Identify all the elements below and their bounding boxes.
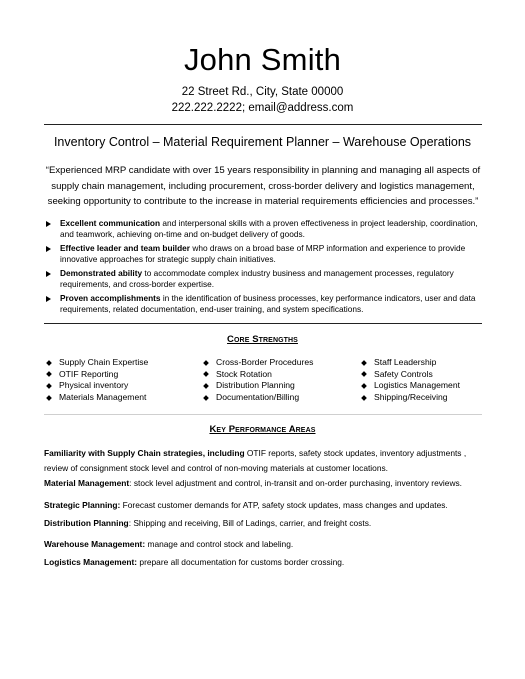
highlight-text: in the identification of business processes, key performance indicators, user and data requirements, related documentation, end-user training, and system specifications. bbox=[60, 293, 476, 315]
diamond-bullet-icon bbox=[203, 371, 209, 377]
highlight-bold: Excellent communication bbox=[60, 218, 161, 228]
highlight-item bbox=[46, 268, 486, 290]
strength-item bbox=[204, 357, 313, 369]
phone-email-line: 222.222.2222; email@address.com bbox=[171, 102, 354, 114]
diamond-bullet-icon bbox=[361, 395, 367, 401]
triangle-bullet-icon bbox=[46, 271, 51, 277]
strength-label: Staff Leadership bbox=[374, 357, 437, 367]
strength-label: Physical inventory bbox=[59, 380, 129, 391]
highlight-bold: Effective leader and team builder bbox=[60, 243, 191, 253]
diamond-bullet-icon bbox=[46, 395, 52, 401]
highlights-list bbox=[46, 218, 486, 318]
strengths-column-1 bbox=[47, 357, 148, 404]
kpa-text: prepare all documentation for customs border crossing. bbox=[137, 557, 345, 567]
strength-item bbox=[47, 392, 148, 404]
strength-label: Logistics Management bbox=[374, 380, 460, 391]
kpa-title: Key Performance Areas bbox=[209, 424, 316, 435]
triangle-bullet-icon bbox=[46, 221, 51, 227]
strength-label: Documentation/Billing bbox=[216, 392, 300, 403]
kpa-item bbox=[44, 476, 484, 491]
strength-label: OTIF Reporting bbox=[59, 368, 119, 379]
strength-item bbox=[47, 369, 148, 381]
diamond-bullet-icon bbox=[203, 395, 209, 401]
kpa-text: : stock level adjustment and control, in-transit and on-order purchasing, inventory reviews. bbox=[129, 478, 463, 488]
triangle-bullet-icon bbox=[46, 296, 51, 302]
strength-label: Stock Rotation bbox=[216, 368, 272, 379]
triangle-bullet-icon bbox=[46, 246, 51, 252]
kpa-item bbox=[44, 446, 484, 475]
kpa-item bbox=[44, 516, 484, 531]
diamond-bullet-icon bbox=[361, 371, 367, 377]
candidate-name: John Smith bbox=[183, 42, 342, 77]
strengths-column-2 bbox=[204, 357, 313, 404]
strength-item bbox=[362, 369, 460, 381]
highlight-item bbox=[46, 243, 486, 265]
strength-label: Shipping/Receiving bbox=[374, 392, 448, 403]
kpa-item bbox=[44, 537, 484, 552]
strength-label: Safety Controls bbox=[374, 368, 433, 379]
diamond-bullet-icon bbox=[361, 383, 367, 389]
strengths-column-3 bbox=[362, 357, 460, 404]
strength-item bbox=[362, 392, 460, 404]
kpa-label: Distribution Planning bbox=[44, 518, 129, 528]
strength-item bbox=[362, 357, 460, 369]
kpa-text: Forecast customer demands for ATP, safety stock updates, mass changes and updates. bbox=[120, 500, 448, 510]
summary-quote: “Experienced MRP candidate with over 15 years responsibility in planning and managing all aspects of supply chain management, including procurement, cross-border delivery and logistics management, seeking opportunity to contribute to the increase in material requirements efficiencies and processes.” bbox=[45, 165, 481, 207]
strength-item bbox=[204, 392, 313, 404]
strength-item bbox=[362, 380, 460, 392]
highlight-bold: Demonstrated ability bbox=[60, 268, 143, 278]
strengths-divider bbox=[44, 414, 482, 415]
kpa-label: Warehouse Management: bbox=[44, 539, 146, 549]
kpa-text: : Shipping and receiving, Bill of Ladings, carrier, and freight costs. bbox=[128, 518, 372, 528]
highlights-divider bbox=[44, 323, 482, 324]
highlight-text: to accommodate complex industry business and management processes, regulatory requirements, and cross-border expertise. bbox=[60, 268, 454, 290]
strength-label: Distribution Planning bbox=[216, 380, 295, 391]
kpa-label: Logistics Management: bbox=[44, 557, 138, 567]
diamond-bullet-icon bbox=[46, 371, 52, 377]
strength-item bbox=[204, 369, 313, 381]
strength-label: Materials Management bbox=[59, 392, 147, 403]
header-divider bbox=[44, 124, 482, 125]
diamond-bullet-icon bbox=[361, 360, 367, 366]
kpa-text: manage and control stock and labeling. bbox=[145, 539, 294, 549]
diamond-bullet-icon bbox=[46, 360, 52, 366]
core-strengths-title: Core Strengths bbox=[227, 334, 298, 345]
highlight-item bbox=[46, 293, 486, 315]
kpa-text: OTIF reports, safety stock updates, inventory adjustments , review of consignment stock level and control of non-moving materials at customer locations. bbox=[44, 448, 467, 473]
kpa-label: Material Management bbox=[44, 478, 130, 488]
diamond-bullet-icon bbox=[203, 360, 209, 366]
strength-item bbox=[47, 380, 148, 392]
kpa-item bbox=[44, 498, 484, 513]
diamond-bullet-icon bbox=[46, 383, 52, 389]
highlight-bold: Proven accomplishments bbox=[60, 293, 161, 303]
diamond-bullet-icon bbox=[203, 383, 209, 389]
career-headline: Inventory Control – Material Requirement Planner – Warehouse Operations bbox=[53, 135, 472, 149]
strength-label: Cross-Border Procedures bbox=[216, 357, 314, 367]
strength-item bbox=[204, 380, 313, 392]
kpa-label: Strategic Planning: bbox=[44, 500, 121, 510]
strength-label: Supply Chain Expertise bbox=[59, 357, 149, 367]
highlight-text: and interpersonal skills with a proven effectiveness in project leadership, coordination, and teamwork, achieving on-time and on-budget delivery of goods. bbox=[60, 218, 478, 240]
strength-item bbox=[47, 357, 148, 369]
address-line: 22 Street Rd., City, State 00000 bbox=[181, 86, 344, 98]
kpa-label: Familiarity with Supply Chain strategies, including bbox=[44, 448, 245, 458]
highlight-text: who draws on a broad base of MRP information and experience to provide innovative approaches for strategic supply chain initiatives. bbox=[60, 243, 466, 265]
kpa-item bbox=[44, 555, 484, 570]
highlight-item bbox=[46, 218, 486, 240]
